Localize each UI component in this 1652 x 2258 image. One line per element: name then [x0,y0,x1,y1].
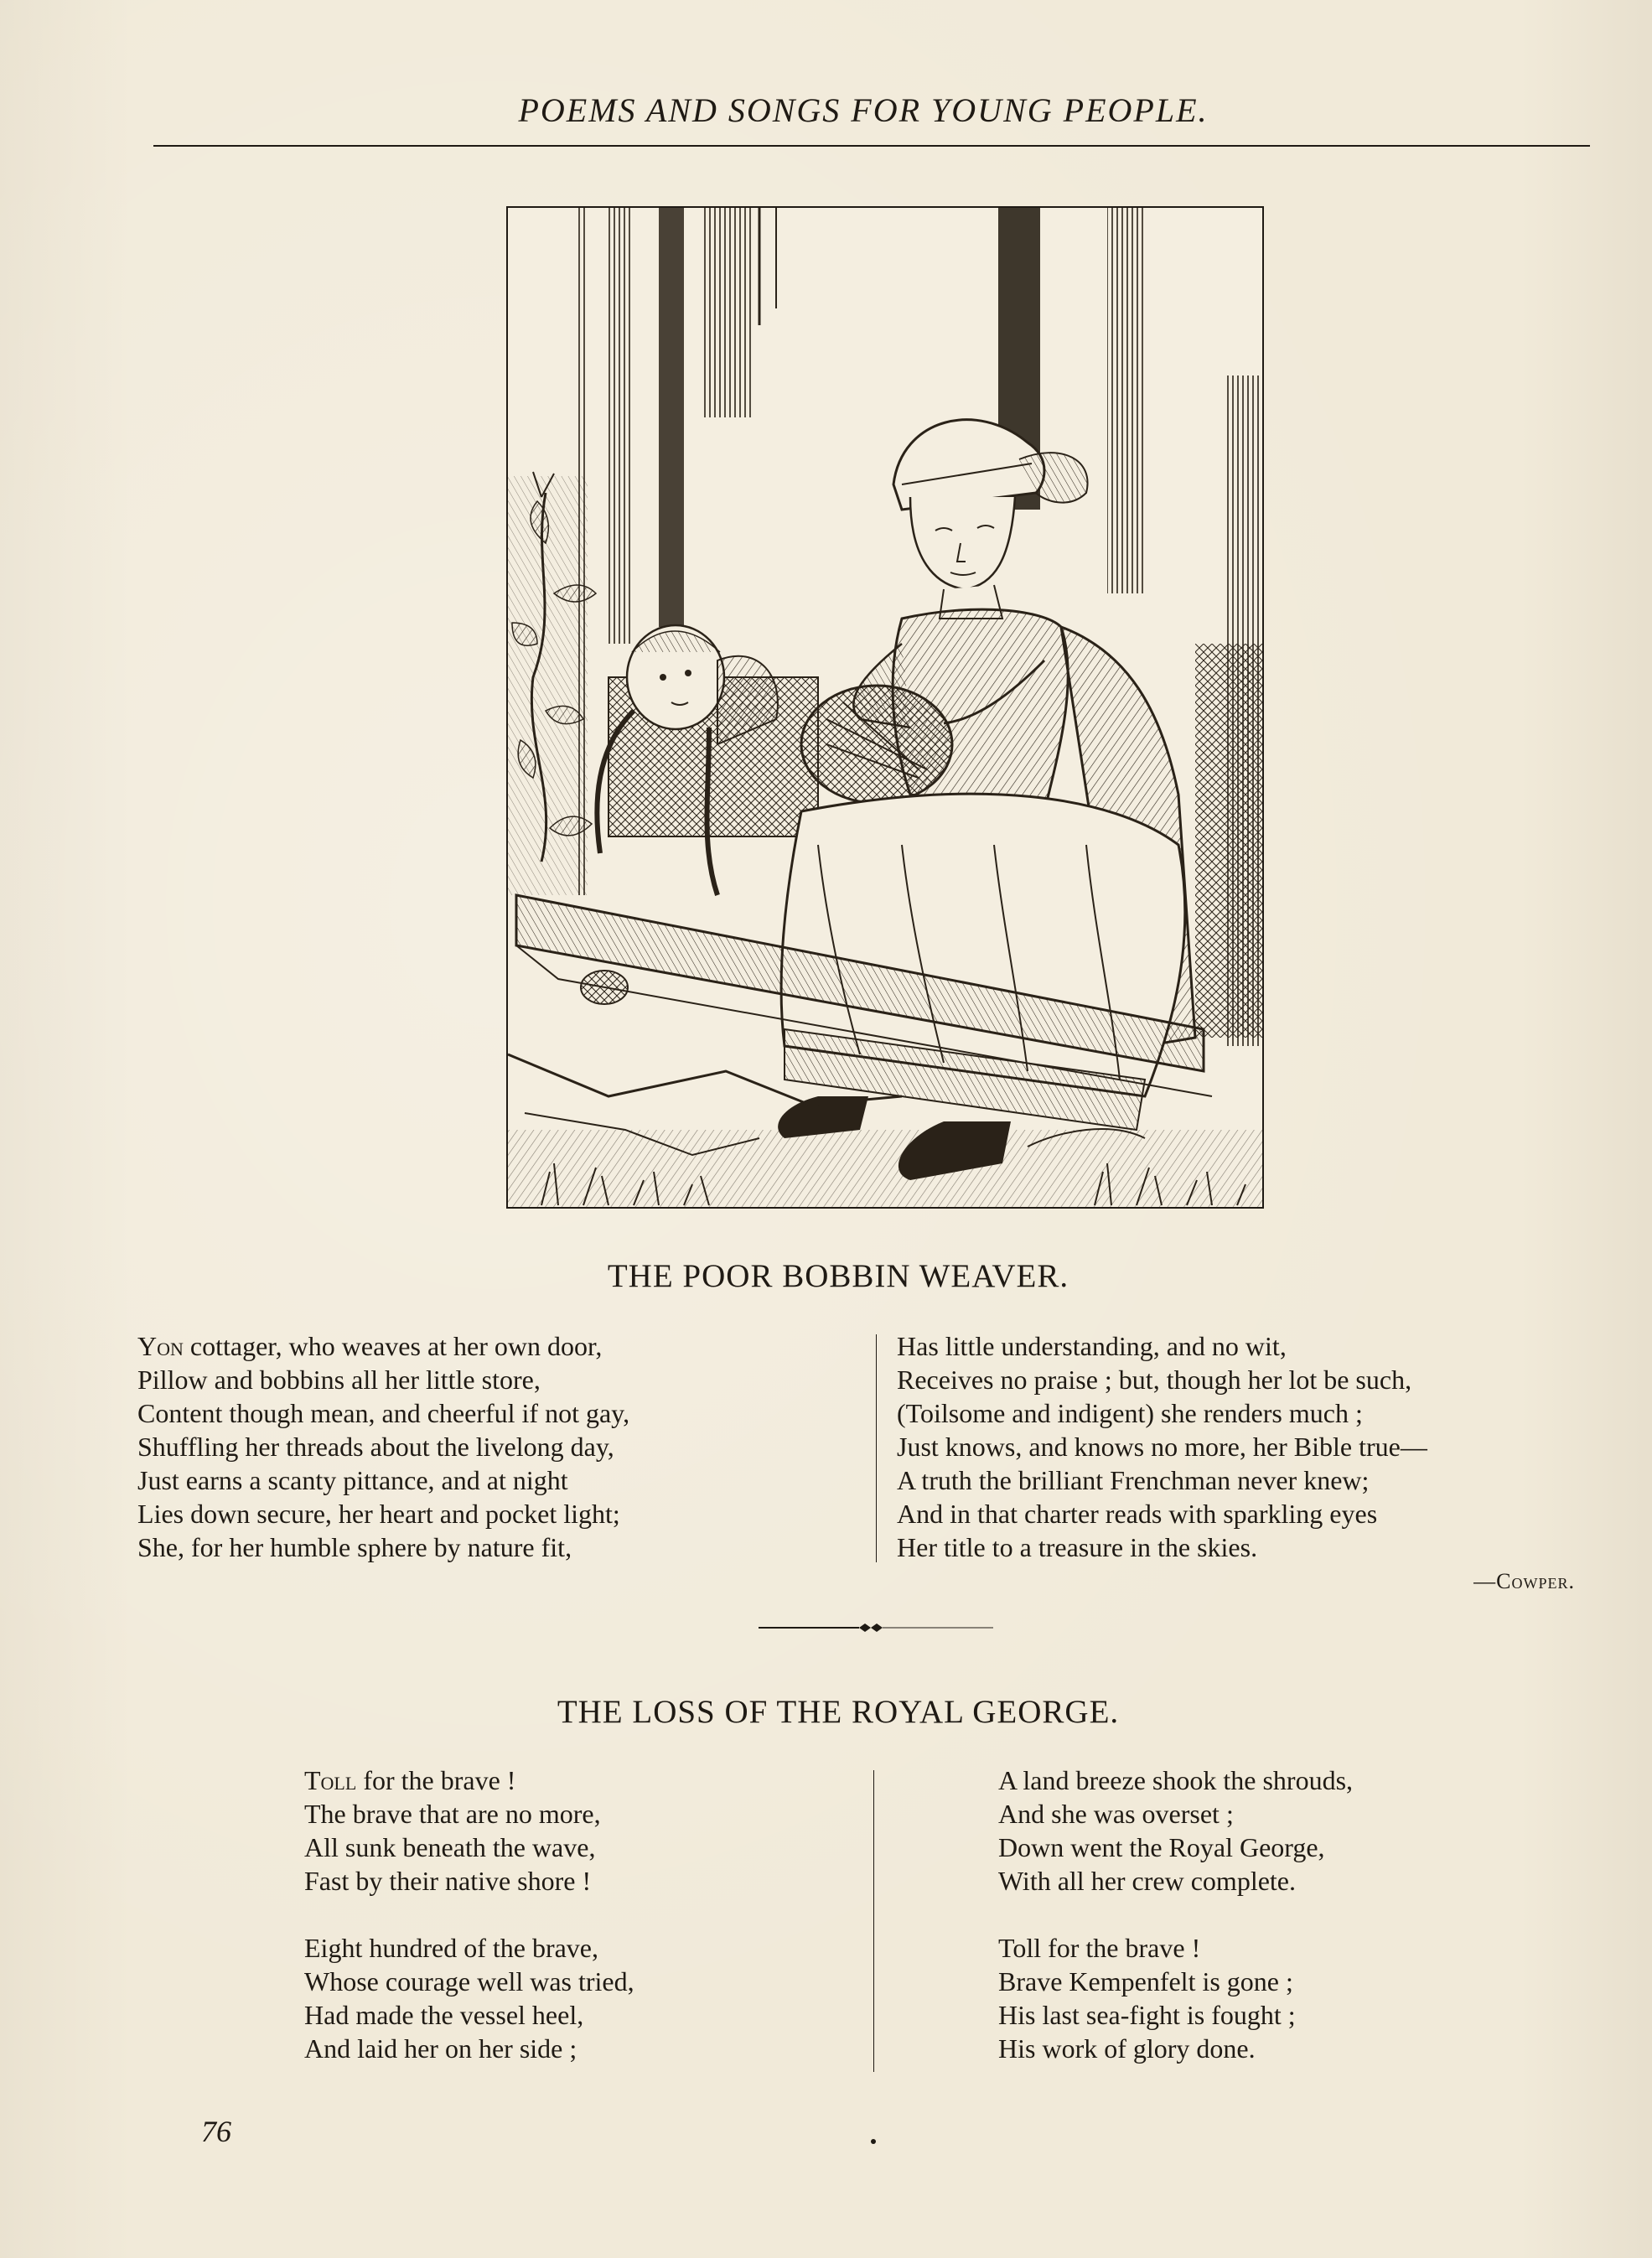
ornamental-divider [759,1619,993,1636]
poem-line: Whose courage well was tried, [304,1966,634,1996]
poem-line: And she was overset ; [998,1799,1234,1829]
weaver-and-child-drawing [508,208,1262,1207]
poem-line: Just knows, and knows no more, her Bible true— [897,1432,1427,1462]
poem-line: With all her crew complete. [998,1866,1296,1896]
poem-line: Receives no praise ; but, though her lot be such, [897,1365,1412,1395]
poem-line: Pillow and bobbins all her little store, [137,1365,541,1395]
poem1-right-column [897,1329,1427,1564]
poem1-left-column [137,1329,629,1564]
poem-attribution: —Cowper. [1473,1569,1575,1593]
poem-line: And laid her on her side ; [304,2033,577,2064]
page-number: 76 [201,2115,231,2148]
poem-line: His work of glory done. [998,2033,1256,2064]
poem-title-royal-george: THE LOSS OF THE ROYAL GEORGE. [557,1694,1120,1730]
poem-line: Down went the Royal George, [998,1832,1325,1862]
poem-line: Has little understanding, and no wit, [897,1331,1287,1361]
poem-line: Yon cottager, who weaves at her own door, [137,1331,603,1361]
poem-line: Lies down secure, her heart and pocket light; [137,1499,620,1529]
center-dot-mark [871,2139,876,2144]
column-divider [876,1334,877,1562]
poem-line: Just earns a scanty pittance, and at night [137,1465,568,1495]
poem-line: The brave that are no more, [304,1799,601,1829]
poem-line: His last sea-fight is fought ; [998,2000,1296,2030]
running-head: POEMS AND SONGS FOR YOUNG PEOPLE. [518,91,1209,129]
poem-line: Eight hundred of the brave, [304,1933,598,1963]
poem-line: A land breeze shook the shrouds, [998,1765,1354,1795]
poem-line: Shuffling her threads about the livelong day, [137,1432,614,1462]
poem2-left-column [304,1763,634,2065]
poem-line: Content though mean, and cheerful if not gay, [137,1398,630,1428]
poem-line: Brave Kempenfelt is gone ; [998,1966,1293,1996]
poem-line: Toll for the brave ! [304,1765,516,1795]
poem-line: Fast by their native shore ! [304,1866,592,1896]
poem-line: Toll for the brave ! [998,1933,1201,1963]
poem-line: She, for her humble sphere by nature fit, [137,1532,572,1562]
poem2-right-column [998,1763,1353,2065]
poem-line: (Toilsome and indigent) she renders much ; [897,1398,1363,1428]
poem-line: All sunk beneath the wave, [304,1832,596,1862]
column-divider [873,1770,874,2072]
poem-line: Had made the vessel heel, [304,2000,584,2030]
poem-line: A truth the brilliant Frenchman never knew; [897,1465,1370,1495]
poem-line: And in that charter reads with sparkling eyes [897,1499,1378,1529]
poem-line: Her title to a treasure in the skies. [897,1532,1258,1562]
poem-title-bobbin-weaver: THE POOR BOBBIN WEAVER. [607,1258,1069,1294]
header-rule [153,145,1590,147]
engraving-illustration [506,206,1264,1209]
